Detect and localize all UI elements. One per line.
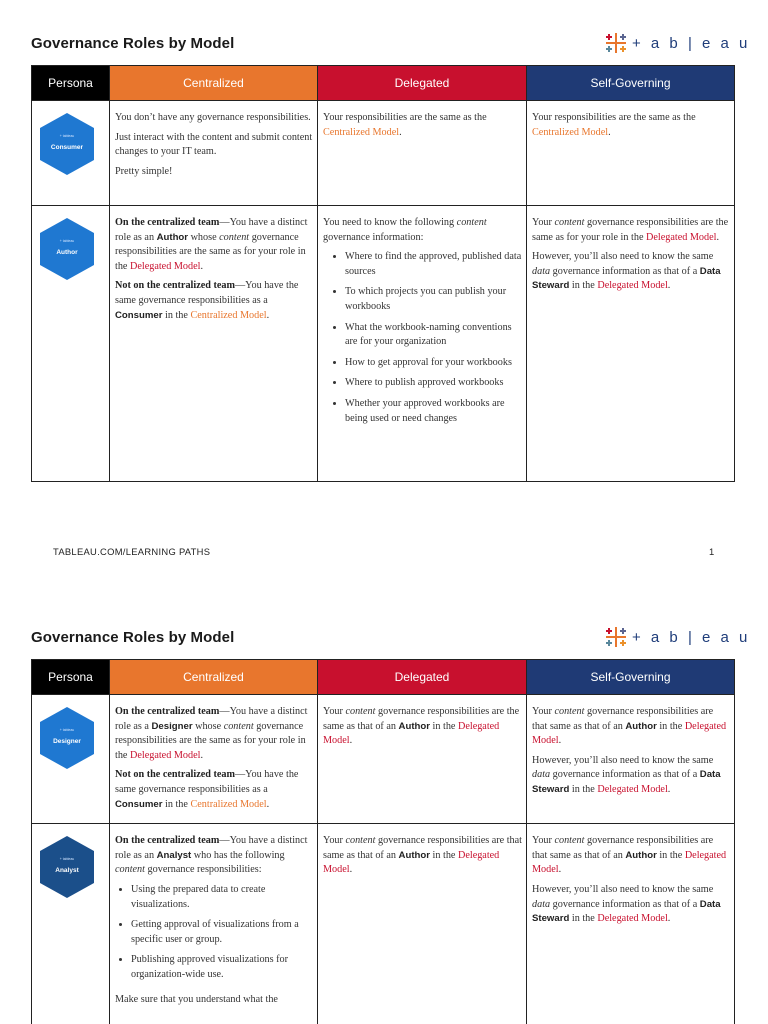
governance-table-2 [31, 659, 735, 1024]
table-row [32, 824, 735, 1024]
consumer-self-governing-cell: Your responsibilities are the same as the Centralized Model. [527, 101, 735, 206]
tableau-mark-icon [603, 30, 629, 56]
governance-table-1 [31, 65, 735, 482]
header-row [32, 66, 735, 101]
persona-cell [32, 824, 110, 1024]
delegated-model-link[interactable]: Delegated Model [532, 849, 727, 876]
header-centralized: Centralized [110, 660, 318, 695]
persona-cell [32, 695, 110, 824]
list-item: • To which projects you can publish your workbooks [345, 285, 522, 314]
table-row [32, 101, 735, 206]
analyst-self-governing-cell: Your content governance responsibilities are that same as that of an Author in the Delegated Model. However, you’ll also need to know the same data governance information as that of a Data Steward in the Delegated Model. [527, 824, 735, 1024]
svg-text:Analyst: Analyst [55, 867, 79, 875]
centralized-model-link[interactable]: Centralized Model [323, 126, 400, 138]
header-self-governing: Self-Governing [527, 660, 735, 695]
list-item: • What the workbook-naming conventions are for your organization [345, 321, 522, 350]
svg-text:+ tableau: + tableau [59, 857, 75, 862]
centralized-model-link[interactable]: Centralized Model [190, 309, 267, 321]
analyst-delegated-cell: Your content governance responsibilities are that same as that of an Author in the Delegated Model. [318, 824, 527, 1024]
designer-delegated-cell: Your content governance responsibilities are the same as that of an Author in the Delegated Model. [318, 695, 527, 824]
designer-self-governing-cell: Your content governance responsibilities are that same as that of an Author in the Delegated Model. However, you’ll also need to know the same data governance information as that of a Data Steward in the Delegated Model. [527, 695, 735, 824]
page-title: Governance Roles by Model [31, 629, 235, 646]
author-delegated-list [323, 250, 522, 426]
tableau-logo [603, 624, 750, 650]
tableau-wordmark: + a b | e a u [632, 628, 751, 646]
header-self-governing: Self-Governing [527, 66, 735, 101]
delegated-model-link[interactable]: Delegated Model [597, 783, 668, 795]
table-row [32, 206, 735, 482]
list-item: • Where to find the approved, published data sources [345, 250, 522, 279]
persona-cell [32, 206, 110, 482]
persona-cell [32, 101, 110, 206]
delegated-model-link[interactable]: Delegated Model [597, 280, 668, 292]
svg-text:+ tableau: + tableau [59, 728, 75, 732]
list-item: • Where to publish approved workbooks [345, 376, 522, 391]
list-item: • Whether your approved workbooks are being used or need changes [345, 397, 522, 426]
author-badge-icon [37, 216, 97, 282]
list-item: • Publishing approved visualizations for organization-wide use. [131, 953, 313, 982]
delegated-model-link[interactable]: Delegated Model [323, 720, 500, 747]
delegated-model-link[interactable]: Delegated Model [597, 913, 668, 925]
header-delegated: Delegated [318, 66, 527, 101]
page-number: 1 [709, 546, 715, 557]
tableau-mark-icon [603, 624, 629, 650]
list-item: • How to get approval for your workbooks [345, 356, 522, 371]
author-delegated-cell: You need to know the following content governance information: • Where to find the approved, published data sources • To which projects you can publish your workbooks • What the workbook-naming conventions are for your organization • How to get approval for your workbooks • Where to publish approved workbooks • Whether your approved workbooks are being used or need changes [318, 206, 527, 482]
page-2 [0, 594, 768, 1024]
author-self-governing-cell: Your content governance responsibilities are the same as for your role in the Delegated Model. However, you’ll also need to know the same data governance information as that of a Data Steward in the Delegated Model. [527, 206, 735, 482]
page-title: Governance Roles by Model [31, 35, 235, 52]
footer-url: TABLEAU.COM/LEARNING PATHS [53, 546, 211, 557]
tableau-wordmark: + a b | e a u [632, 34, 751, 52]
header-delegated: Delegated [318, 660, 527, 695]
header-persona: Persona [32, 66, 110, 101]
analyst-centralized-cell: On the centralized team—You have a distinct role as an Analyst who has the following content governance responsibilities: • Using the prepared data to create visualizations. • Getting approval of visualizations from a specific user or group. • Publishing approved visualizations for organization-wide use. Make sure that you understand what the [110, 824, 318, 1024]
svg-text:+ tableau: + tableau [59, 239, 75, 243]
tableau-logo [603, 30, 750, 56]
designer-centralized-cell: On the centralized team—You have a distinct role as a Designer whose content governance responsibilities are the same as for your role in the Delegated Model. Not on the centralized team—You have the same governance responsibilities as a Consumer in the Centralized Model. [110, 695, 318, 824]
consumer-badge-icon [37, 111, 97, 177]
header-persona: Persona [32, 660, 110, 695]
analyst-badge-icon [37, 834, 97, 900]
designer-badge-icon [37, 705, 97, 771]
consumer-delegated-cell: Your responsibilities are the same as the Centralized Model. [318, 101, 527, 206]
svg-text:Author: Author [56, 249, 78, 256]
delegated-model-link[interactable]: Delegated Model [130, 260, 201, 272]
delegated-model-link[interactable]: Delegated Model [646, 231, 717, 243]
header-row [32, 660, 735, 695]
delegated-model-link[interactable]: Delegated Model [323, 849, 500, 876]
svg-text:Consumer: Consumer [50, 144, 84, 151]
svg-text:+ tableau: + tableau [59, 134, 75, 138]
svg-text:Designer: Designer [53, 738, 81, 745]
author-centralized-cell: On the centralized team—You have a distinct role as an Author whose content governance responsibilities are the same as for your role in the Delegated Model. Not on the centralized team—You have the same governance responsibilities as a Consumer in the Centralized Model. [110, 206, 318, 482]
consumer-centralized-cell: You don’t have any governance responsibilities. Just interact with the content and submit content changes to your IT team. Pretty simple! [110, 101, 318, 206]
centralized-model-link[interactable]: Centralized Model [532, 126, 609, 138]
centralized-model-link[interactable]: Centralized Model [190, 798, 267, 810]
header-centralized: Centralized [110, 66, 318, 101]
analyst-responsibility-list [115, 883, 313, 983]
list-item: • Getting approval of visualizations from a specific user or group. [131, 918, 313, 947]
list-item: • Using the prepared data to create visualizations. [131, 883, 313, 912]
delegated-model-link[interactable]: Delegated Model [130, 749, 201, 761]
delegated-model-link[interactable]: Delegated Model [532, 720, 727, 747]
table-row [32, 695, 735, 824]
